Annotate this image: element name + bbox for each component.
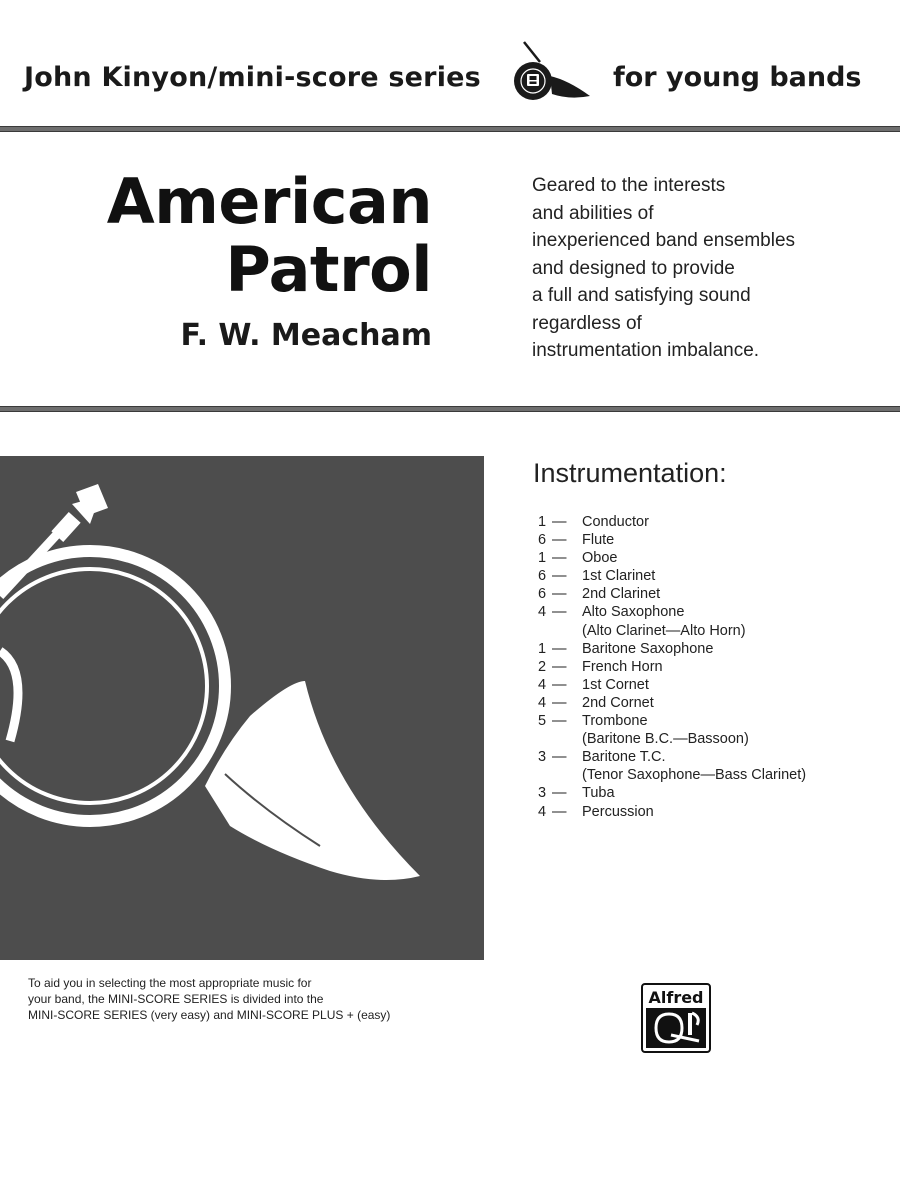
description-text (532, 172, 882, 365)
mini-score-horn-logo-icon (500, 36, 600, 116)
series-title-left: John Kinyon/mini-score series (24, 62, 481, 93)
list-item-note (538, 622, 806, 640)
list-item (538, 640, 806, 658)
description-line: inexperienced band ensembles (532, 230, 796, 251)
footnote-line: MINI-SCORE SERIES (very easy) and MINI-SCORE PLUS + (easy) (28, 1008, 391, 1022)
list-item (538, 694, 806, 712)
part-name: 2nd Cornet (582, 694, 654, 711)
part-quantity: 4 (538, 604, 547, 621)
part-alternatives: (Baritone B.C.—Bassoon) (582, 731, 749, 748)
part-name: 1st Clarinet (582, 568, 656, 585)
part-name: Flute (582, 532, 615, 549)
series-footnote (28, 975, 390, 1023)
list-item (538, 712, 806, 730)
part-quantity: 6 (538, 586, 547, 603)
part-quantity: 4 (538, 803, 547, 820)
part-quantity: 6 (538, 532, 547, 549)
part-name: Oboe (582, 550, 618, 567)
separator: — (552, 713, 567, 730)
title-line-2: Patrol (225, 233, 432, 306)
alfred-publisher-logo-icon (641, 983, 711, 1053)
description-line: a full and satisfying sound (532, 285, 751, 306)
list-item (538, 531, 806, 549)
separator: — (552, 803, 567, 820)
separator: — (552, 749, 567, 766)
part-quantity: 1 (538, 640, 547, 657)
part-quantity: 4 (538, 694, 547, 711)
part-name: Trombone (582, 713, 648, 730)
list-item (538, 567, 806, 585)
list-item (538, 585, 806, 603)
description-line: and abilities of (532, 202, 654, 224)
composer-name: F. W. Meacham (180, 318, 432, 353)
part-quantity: 2 (538, 658, 547, 675)
part-name: Baritone T.C. (582, 749, 666, 766)
separator: — (552, 586, 567, 603)
list-item (538, 748, 806, 766)
list-item (538, 676, 806, 694)
list-item (538, 658, 806, 676)
publisher-name: Alfred (648, 988, 704, 1007)
footnote-line: To aid you in selecting the most appropriate music for (28, 976, 312, 990)
separator: — (552, 676, 567, 693)
description-line: and designed to provide (532, 257, 735, 279)
part-quantity: 3 (538, 749, 547, 766)
part-name: Conductor (582, 514, 649, 530)
part-name: Baritone Saxophone (582, 640, 714, 657)
separator: — (552, 604, 567, 621)
part-name: 1st Cornet (582, 676, 649, 693)
part-alternatives: (Alto Clarinet—Alto Horn) (582, 622, 746, 639)
part-name: Tuba (582, 785, 615, 802)
description-line: regardless of (532, 312, 642, 334)
list-item (538, 803, 806, 821)
part-quantity: 6 (538, 568, 547, 585)
part-name: French Horn (582, 658, 663, 675)
part-quantity: 4 (538, 676, 547, 693)
separator: — (552, 550, 567, 567)
instrumentation-heading: Instrumentation: (533, 458, 727, 488)
separator: — (552, 694, 567, 711)
part-name: Percussion (582, 803, 654, 820)
list-item-note (538, 766, 806, 784)
part-quantity: 1 (538, 550, 547, 567)
list-item (538, 549, 806, 567)
separator: — (552, 514, 567, 530)
header-divider (0, 126, 900, 132)
part-name: Alto Saxophone (582, 604, 685, 621)
list-item (538, 603, 806, 621)
french-horn-illustration-icon (0, 456, 484, 960)
part-alternatives: (Tenor Saxophone—Bass Clarinet) (582, 767, 807, 784)
list-item-note (538, 730, 806, 748)
piece-title (106, 165, 432, 306)
separator: — (552, 568, 567, 585)
separator: — (552, 658, 567, 675)
title-divider (0, 406, 900, 412)
list-item (538, 784, 806, 802)
part-quantity: 5 (538, 713, 547, 730)
description-line: Geared to the interests (532, 175, 726, 196)
series-title-right: for young bands (613, 62, 862, 93)
description-line: instrumentation imbalance. (532, 340, 760, 361)
separator: — (552, 785, 567, 802)
instrumentation-list (538, 513, 806, 821)
part-quantity: 3 (538, 785, 547, 802)
separator: — (552, 532, 567, 549)
part-name: 2nd Clarinet (582, 586, 661, 603)
part-quantity: 1 (538, 514, 547, 530)
list-item (538, 513, 806, 531)
title-line-1: American (106, 165, 432, 238)
footnote-line: your band, the MINI-SCORE SERIES is divided into the (28, 992, 324, 1006)
separator: — (552, 640, 567, 657)
